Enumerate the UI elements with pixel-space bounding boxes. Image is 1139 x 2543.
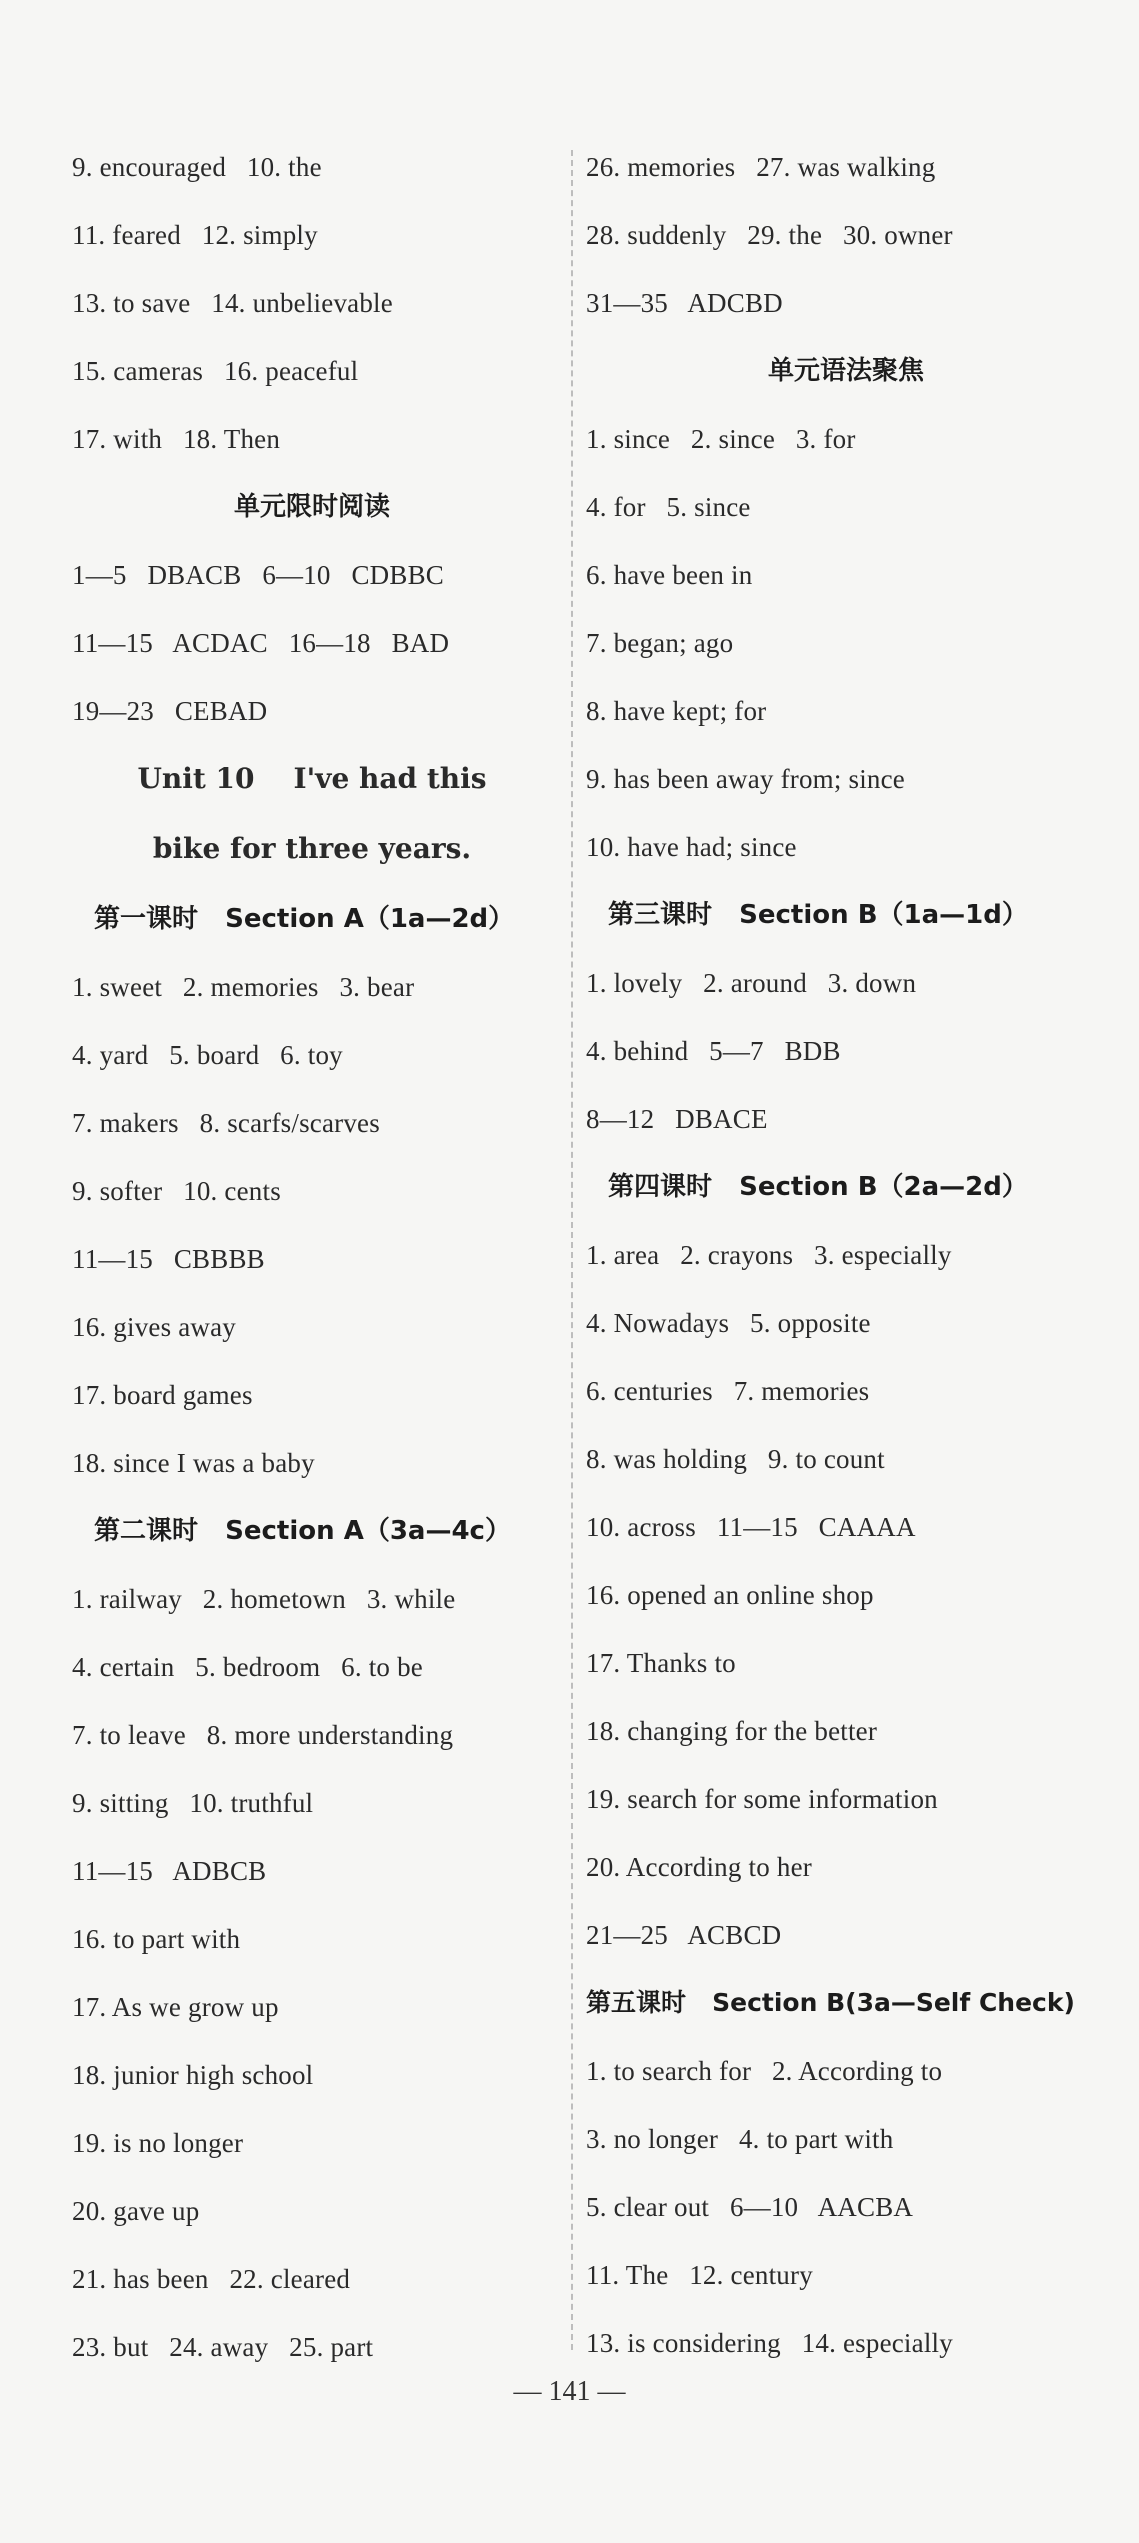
answer-line: 4. yard 5. board 6. toy [72,1040,343,1070]
page-number: — 141 — [513,2376,626,2407]
answer-line: 18. junior high school [72,2060,314,2090]
answer-line: 18. changing for the better [586,1716,878,1746]
answer-line: 13. to save 14. unbelievable [72,288,393,318]
answer-line: 7. makers 8. scarfs/scarves [72,1108,380,1138]
answer-line: 8. was holding 9. to count [586,1444,885,1474]
answer-line: 16. opened an online shop [586,1580,874,1610]
answer-line: 1—5 DBACB 6—10 CDBBC [72,560,445,590]
answer-line: 11. The 12. century [586,2260,813,2290]
answer-line: 26. memories 27. was walking [586,152,936,182]
answer-line: 16. gives away [72,1312,237,1342]
answer-line: 19. search for some information [586,1784,938,1814]
unit-title-line-2: bike for three years. [152,832,472,865]
lesson2-heading: 第二课时 Section A（3a—4c） [94,1516,511,1546]
answer-line: 7. to leave 8. more understanding [72,1720,454,1750]
unit-title-line-1: Unit 10 I've had this [137,762,487,795]
answer-line: 9. softer 10. cents [72,1176,281,1206]
lesson4-heading: 第四课时 Section B（2a—2d） [608,1172,1028,1202]
answer-line: 17. board games [72,1380,253,1410]
answer-line: 11—15 ADBCB [72,1856,267,1886]
answer-line: 8—12 DBACE [586,1104,768,1134]
answer-line: 6. have been in [586,560,753,590]
answer-line: 1. area 2. crayons 3. especially [586,1240,952,1270]
answer-line: 17. Thanks to [586,1648,736,1678]
answer-line: 1. to search for 2. According to [586,2056,943,2086]
answer-line: 17. with 18. Then [72,424,281,454]
answer-line: 17. As we grow up [72,1992,279,2022]
answer-line: 1. sweet 2. memories 3. bear [72,972,415,1002]
answer-line: 18. since I was a baby [72,1448,315,1478]
answer-line: 8. have kept; for [586,696,767,726]
answer-line: 11—15 ACDAC 16—18 BAD [72,628,450,658]
answer-line: 9. sitting 10. truthful [72,1788,314,1818]
answer-line: 10. across 11—15 CAAAA [586,1512,916,1542]
answer-line: 3. no longer 4. to part with [586,2124,894,2154]
answer-line: 16. to part with [72,1924,241,1954]
answer-line: 13. is considering 14. especially [586,2328,953,2358]
section-heading-reading: 单元限时阅读 [233,492,390,522]
answer-line: 20. According to her [586,1852,812,1882]
answer-line: 21—25 ACBCD [586,1920,782,1950]
column-divider [571,150,573,2350]
answer-line: 11—15 CBBBB [72,1244,265,1274]
answer-line: 1. lovely 2. around 3. down [586,968,917,998]
answer-line: 9. encouraged 10. the [72,152,322,182]
answer-line: 15. cameras 16. peaceful [72,356,359,386]
answer-line: 1. since 2. since 3. for [586,424,856,454]
answer-line: 4. Nowadays 5. opposite [586,1308,871,1338]
answer-line: 20. gave up [72,2196,200,2226]
lesson5-heading: 第五课时 Section B(3a—Self Check) [586,1988,1075,2017]
section-heading-grammar: 单元语法聚焦 [767,356,924,386]
lesson3-heading: 第三课时 Section B（1a—1d） [608,900,1028,930]
answer-line: 6. centuries 7. memories [586,1376,870,1406]
answer-line: 4. behind 5—7 BDB [586,1036,841,1066]
answer-line: 19—23 CEBAD [72,696,268,726]
answer-line: 21. has been 22. cleared [72,2264,351,2294]
answer-line: 11. feared 12. simply [72,220,318,250]
answer-line: 7. began; ago [586,628,734,658]
answer-line: 4. for 5. since [586,492,751,522]
answer-line: 28. suddenly 29. the 30. owner [586,220,953,250]
answer-line: 31—35 ADCBD [586,288,783,318]
lesson1-heading: 第一课时 Section A（1a—2d） [94,904,515,934]
answer-line: 23. but 24. away 25. part [72,2332,374,2362]
answer-line: 9. has been away from; since [586,764,905,794]
answer-line: 19. is no longer [72,2128,244,2158]
answer-line: 4. certain 5. bedroom 6. to be [72,1652,423,1682]
answer-line: 10. have had; since [586,832,797,862]
answer-line: 5. clear out 6—10 AACBA [586,2192,914,2222]
answer-line: 1. railway 2. hometown 3. while [72,1584,456,1614]
